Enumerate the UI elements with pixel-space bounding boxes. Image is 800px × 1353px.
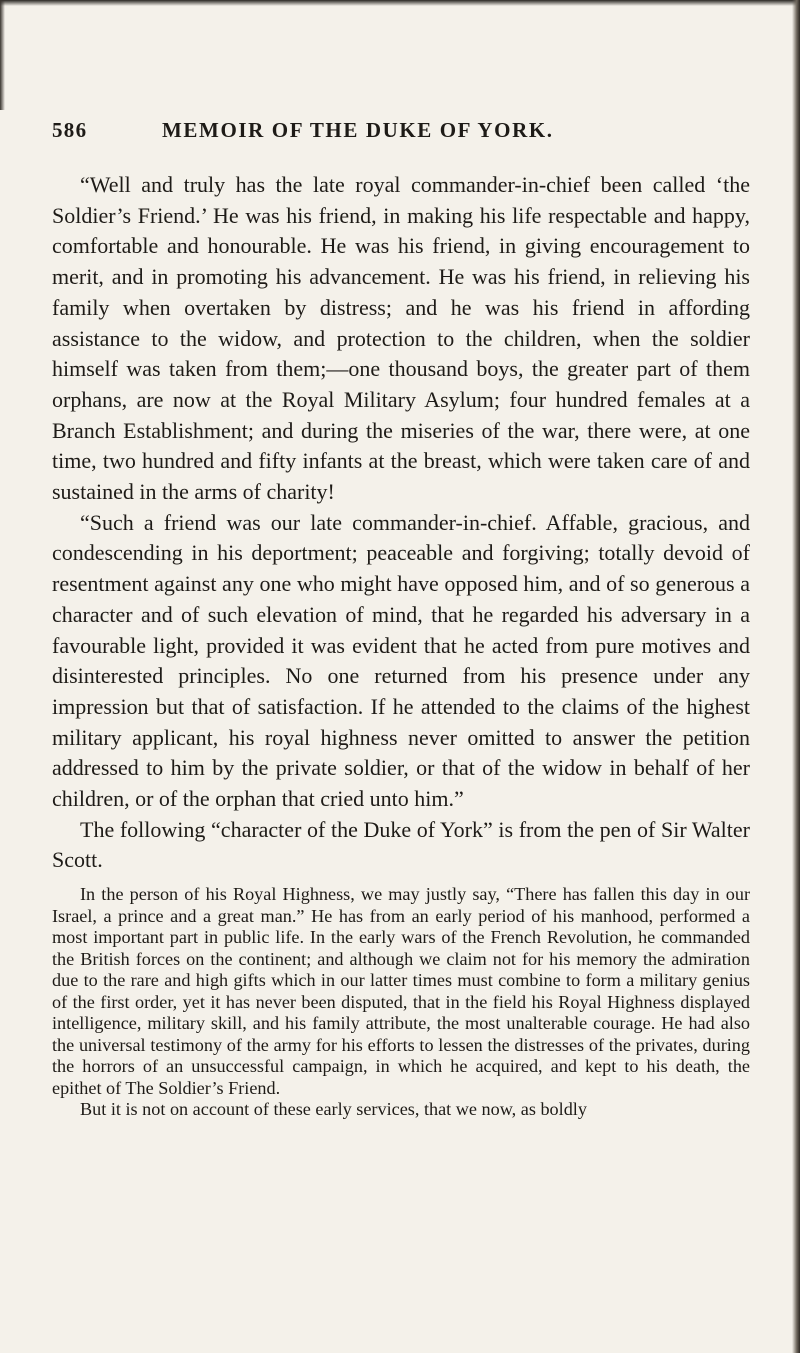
scott-extract [52,884,750,1121]
extract-paragraph: In the person of his Royal Highness, we may justly say, “There has fallen this day in our Israel, a prince and a great man.” He has from an early period of his manhood, performed a most important part in public life. In the early wars of the French Revolution, he commanded the British forces on the continent; and although we claim not for his memory the admiration due to the rare and high gifts which in our latter times must combine to form a military genius of the first order, yet it has never been disputed, that in the field his Royal Highness displayed intelligence, military skill, and his family attribute, the most unalterable courage. He had also the universal testimony of the army for his efforts to lessen the distresses of the privates, during the horrors of an unsuccessful campaign, in which he acquired, and kept to his death, the epithet of The Soldier’s Friend. [52,884,750,1098]
body-paragraph: “Well and truly has the late royal commander-in-chief been called ‘the Soldier’s Friend.’ He was his friend, in making his life respectable and happy, comfortable and honourable. He was his friend, in giving encouragement to merit, and in promoting his advancement. He was his friend, in relieving his family when overtaken by distress; and he was his friend in affording assistance to the widow, and protection to the children, when the soldier himself was taken from them;—one thousand boys, the greater part of them orphans, are now at the Royal Military Asylum; four hundred females at a Branch Establishment; and during the miseries of the war, there were, at one time, two hundred and fifty infants at the breast, which were taken care of and sustained in the arms of charity! [52,172,750,505]
running-head [52,118,750,152]
extract-paragraph: But it is not on account of these early services, that we now, as boldly [80,1099,587,1120]
book-page [52,118,750,1121]
scan-edge-top [0,0,800,6]
body-text [52,170,750,876]
scan-edge-left [0,0,5,110]
body-paragraph: “Such a friend was our late commander-in-chief. Affable, gracious, and condescending in his deportment; peaceable and forgiving; totally devoid of resentment against any one who might have opposed him, and of so generous a character and of such elevation of mind, that he regarded his adversary in a favourable light, provided it was evident that he acted from pure motives and disinterested principles. No one returned from his presence under any impression but that of satisfaction. If he attended to the claims of the highest military applicant, his royal highness never omitted to answer the petition addressed to him by the private soldier, or that of the widow in behalf of her children, or of the orphan that cried unto him.” [52,509,750,812]
running-title: MEMOIR OF THE DUKE OF YORK. [162,118,554,142]
page-number: 586 [52,118,88,142]
body-paragraph: The following “character of the Duke of York” is from the pen of Sir Walter Scott. [52,816,750,873]
scan-edge-right [792,0,800,1353]
